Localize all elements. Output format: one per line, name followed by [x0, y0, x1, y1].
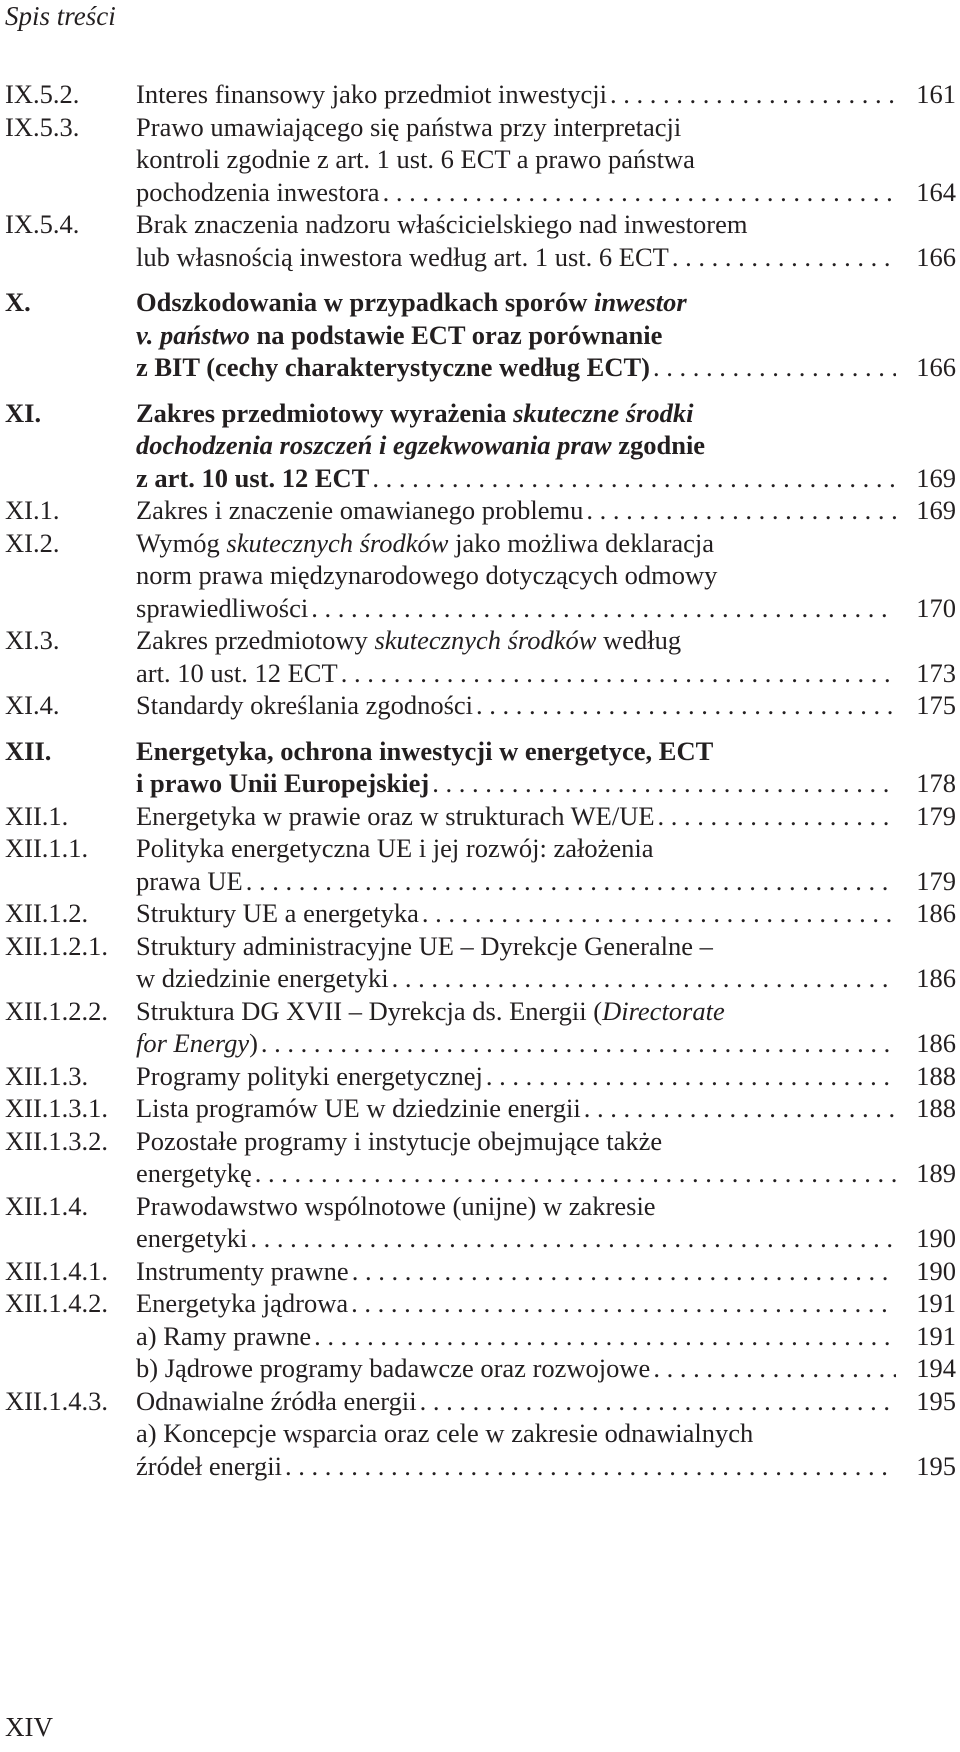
toc-subentry[interactable]: [5, 1320, 956, 1353]
title-text: Zakres przedmiotowy: [136, 625, 368, 655]
dot-leader: [255, 1157, 896, 1190]
entry-title-line: Pozostałe programy i instytucje obejmujące także: [136, 1125, 663, 1156]
entry-number: XI.1.: [5, 495, 60, 525]
page-number: 161: [916, 79, 956, 109]
toc-entry[interactable]: [5, 111, 956, 209]
dot-leader: [352, 1255, 896, 1288]
entry-number: XII.1.3.1.: [5, 1093, 109, 1123]
toc-entry[interactable]: [5, 1060, 956, 1093]
title-italic: for Energy: [136, 1028, 250, 1058]
toc-entry[interactable]: [5, 624, 956, 689]
entry-title: Programy polityki energetycznej: [136, 1060, 483, 1091]
entry-number: XII.1.3.2.: [5, 1125, 109, 1156]
entry-title-line: lub własnością inwestora według art. 1 ust. 6 ECT: [136, 241, 669, 272]
page-number: 188: [916, 1060, 956, 1091]
toc-entry[interactable]: [5, 897, 956, 930]
entry-title-line: Struktury administracyjne UE – Dyrekcje Generalne –: [136, 930, 713, 961]
dot-leader: [486, 1060, 896, 1093]
toc-chapter-entry[interactable]: [5, 397, 956, 495]
entry-number: XI.2.: [5, 527, 60, 558]
entry-title-line: [136, 319, 956, 352]
entry-title-line: [136, 995, 956, 1028]
entry-title-line: energetyki: [136, 1223, 248, 1253]
entry-title-line: Prawo umawiającego się państwa przy interpretacji: [136, 111, 682, 142]
page-number: 186: [916, 1028, 956, 1058]
dot-leader: [653, 351, 896, 384]
page-number: 188: [916, 1093, 956, 1123]
dot-leader: [586, 494, 896, 527]
dot-leader: [584, 1092, 896, 1125]
page-number: 186: [916, 963, 956, 993]
dot-leader: [372, 462, 896, 495]
title-text: Struktura DG XVII – Dyrekcja ds. Energii (: [136, 995, 603, 1026]
table-of-contents: [5, 78, 956, 1482]
entry-title-line: i prawo Unii Europejskiej: [136, 768, 430, 798]
toc-entry[interactable]: [5, 995, 956, 1060]
entry-number: XII.1.2.1.: [5, 930, 109, 961]
entry-number: XI.: [5, 397, 42, 428]
page-number: 190: [916, 1223, 956, 1253]
toc-entry[interactable]: [5, 208, 956, 273]
entry-title-line: prawa UE: [136, 865, 243, 896]
entry-title-line: Energetyka, ochrona inwestycji w energetyce, ECT: [136, 735, 714, 766]
page-number: 191: [916, 1320, 956, 1351]
toc-entry[interactable]: [5, 930, 956, 995]
dot-leader: [341, 657, 896, 690]
entry-number: IX.5.4.: [5, 209, 80, 239]
page-number: 166: [916, 352, 956, 382]
entry-title: a) Ramy prawne: [136, 1320, 312, 1351]
title-text: jako możliwa deklaracja: [455, 527, 715, 558]
page-number: 179: [916, 865, 956, 896]
entry-title: Struktury UE a energetyka: [136, 898, 419, 928]
entry-number: XI.4.: [5, 690, 60, 720]
entry-title: Lista programów UE w dziedzinie energii: [136, 1093, 581, 1123]
entry-title-line: Prawodawstwo wspólnotowe (unijne) w zakresie: [136, 1190, 656, 1221]
entry-title: Energetyka jądrowa: [136, 1288, 349, 1318]
toc-entry[interactable]: [5, 1255, 956, 1288]
toc-subentry[interactable]: [5, 1417, 956, 1482]
dot-leader: [422, 897, 896, 930]
title-italic: Directorate: [602, 995, 725, 1026]
page-number: 164: [916, 176, 956, 207]
toc-entry[interactable]: [5, 494, 956, 527]
page-number: 170: [916, 592, 956, 623]
title-italic: państwo: [160, 319, 250, 350]
entry-title: Instrumenty prawne: [136, 1255, 349, 1286]
title-text: zgodnie: [618, 430, 706, 460]
entry-title-line: energetykę: [136, 1158, 252, 1188]
title-italic: skuteczne środki: [513, 397, 694, 428]
dot-leader: [351, 1287, 896, 1320]
entry-title-line: art. 10 ust. 12 ECT: [136, 657, 338, 688]
entry-title-line: pochodzenia inwestora: [136, 176, 380, 207]
dot-leader: [383, 176, 896, 209]
toc-entry[interactable]: [5, 78, 956, 111]
entry-number: IX.5.2.: [5, 79, 80, 109]
dot-leader: [250, 1222, 896, 1255]
entry-number: IX.5.3.: [5, 111, 80, 142]
title-italic: skutecznych środków: [226, 527, 449, 558]
title-italic: dochodzenia roszczeń i egzekwowania praw: [136, 430, 612, 460]
entry-title-line: a) Koncepcje wsparcia oraz cele w zakresie odnawialnych: [136, 1418, 754, 1448]
dot-leader: [392, 962, 896, 995]
dot-leader: [314, 1320, 896, 1353]
toc-chapter-entry[interactable]: [5, 286, 956, 384]
title-text: Odszkodowania w przypadkach sporów: [136, 287, 588, 317]
entry-title-line: [136, 429, 956, 462]
toc-entry[interactable]: [5, 832, 956, 897]
toc-entry[interactable]: [5, 1385, 956, 1418]
entry-number: XII.1.: [5, 800, 69, 831]
page-number: 191: [916, 1288, 956, 1318]
entry-title-line: kontroli zgodnie z art. 1 ust. 6 ECT a prawo państwa: [136, 144, 695, 174]
page-number: 169: [916, 462, 956, 493]
page-number: 178: [916, 768, 956, 798]
toc-entry[interactable]: [5, 689, 956, 722]
toc-entry[interactable]: [5, 1287, 956, 1320]
entry-number: XI.3.: [5, 625, 60, 655]
dot-leader: [246, 865, 896, 898]
running-header: Spis treści: [5, 1, 116, 31]
page-number: 169: [916, 495, 956, 525]
entry-title: Odnawialne źródła energii: [136, 1385, 417, 1416]
dot-leader: [311, 592, 896, 625]
entry-title-line: [136, 527, 956, 560]
title-text: Wymóg: [136, 527, 220, 558]
page-number: 190: [916, 1255, 956, 1286]
entry-number: X.: [5, 287, 31, 317]
entry-title: b) Jądrowe programy badawcze oraz rozwojowe: [136, 1353, 651, 1383]
entry-number: XII.1.4.: [5, 1190, 89, 1221]
dot-leader: [420, 1385, 896, 1418]
entry-number: XII.1.4.2.: [5, 1288, 109, 1318]
page-folio: XIV: [5, 1712, 53, 1742]
entry-title: Zakres i znaczenie omawianego problemu: [136, 495, 584, 525]
entry-number: XII.: [5, 735, 52, 766]
title-italic: v.: [136, 319, 154, 350]
toc-entry[interactable]: [5, 1092, 956, 1125]
toc-chapter-entry[interactable]: [5, 735, 956, 800]
dot-leader: [285, 1450, 896, 1483]
title-italic: inwestor: [593, 287, 687, 317]
entry-title: Interes finansowy jako przedmiot inwestycji: [136, 79, 607, 109]
dot-leader: [658, 800, 896, 833]
title-text: Zakres przedmiotowy wyrażenia: [136, 397, 507, 428]
entry-title-line: źródeł energii: [136, 1450, 282, 1481]
page-number: 179: [916, 800, 956, 831]
toc-entry[interactable]: [5, 1125, 956, 1190]
dot-leader: [653, 1352, 896, 1385]
page-number: 189: [916, 1158, 956, 1188]
entry-number: XII.1.2.2.: [5, 995, 109, 1026]
entry-number: XII.1.3.: [5, 1060, 89, 1091]
title-text: ): [249, 1028, 258, 1058]
entry-title-line: sprawiedliwości: [136, 592, 309, 623]
toc-entry[interactable]: [5, 1190, 956, 1255]
entry-title-line: norm prawa międzynarodowego dotyczących odmowy: [136, 560, 718, 590]
title-italic: skutecznych środków: [374, 625, 597, 655]
entry-title-line: [136, 1027, 258, 1060]
entry-title-line: z art. 10 ust. 12 ECT: [136, 462, 370, 493]
page-number: 195: [916, 1385, 956, 1416]
page-number: 195: [916, 1450, 956, 1481]
dot-leader: [261, 1027, 896, 1060]
entry-number: XII.1.1.: [5, 833, 89, 863]
toc-entry[interactable]: [5, 800, 956, 833]
page-number: 194: [916, 1353, 956, 1383]
entry-number: XII.1.4.3.: [5, 1385, 109, 1416]
dot-leader: [476, 689, 896, 722]
entry-number: XII.1.4.1.: [5, 1255, 109, 1286]
page-number: 166: [916, 241, 956, 272]
entry-title-line: Brak znaczenia nadzoru właścicielskiego nad inwestorem: [136, 209, 748, 239]
entry-title: Standardy określania zgodności: [136, 690, 474, 720]
entry-title-line: Polityka energetyczna UE i jej rozwój: założenia: [136, 833, 654, 863]
page-number: 186: [916, 898, 956, 928]
dot-leader: [672, 241, 896, 274]
dot-leader: [432, 767, 896, 800]
title-text: na podstawie ECT oraz porównanie: [256, 319, 663, 350]
title-text: według: [603, 625, 682, 655]
entry-title-line: [136, 624, 956, 657]
toc-entry[interactable]: [5, 527, 956, 625]
page-number: 175: [916, 690, 956, 720]
entry-title-line: z BIT (cechy charakterystyczne według ECT): [136, 352, 650, 382]
dot-leader: [610, 78, 896, 111]
entry-title-line: [136, 397, 956, 430]
entry-title-line: [136, 286, 956, 319]
entry-number: XII.1.2.: [5, 898, 89, 928]
page-number: 173: [916, 657, 956, 688]
toc-subentry[interactable]: [5, 1352, 956, 1385]
entry-title: Energetyka w prawie oraz w strukturach WE/UE: [136, 800, 655, 831]
entry-title-line: w dziedzinie energetyki: [136, 963, 389, 993]
